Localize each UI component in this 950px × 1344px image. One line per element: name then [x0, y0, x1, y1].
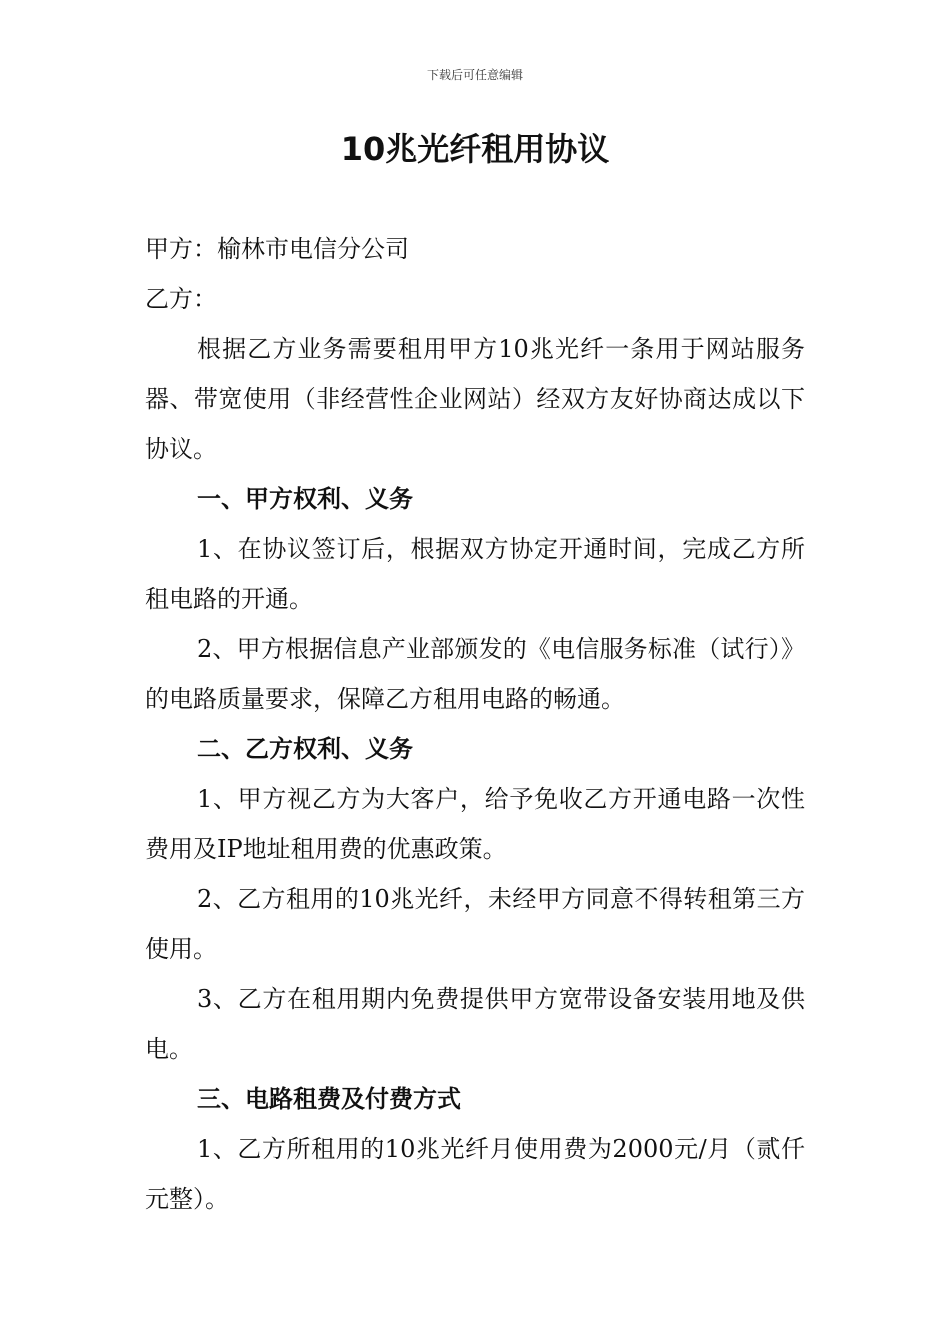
- section-heading-fees: 三、电路租费及付费方式: [197, 1085, 461, 1113]
- preamble-paragraph: 根据乙方业务需要租用甲方10兆光纤一条用于网站服务器、带宽使用（非经营性企业网站）经双方友好协商达成以下协议。: [145, 335, 805, 463]
- clause-paragraph: 2、甲方根据信息产业部颁发的《电信服务标准（试行）》的电路质量要求，保障乙方租用电路的畅通。: [145, 635, 805, 713]
- document-body: [145, 224, 805, 1224]
- clause-paragraph: 1、在协议签订后，根据双方协定开通时间，完成乙方所租电路的开通。: [145, 535, 805, 613]
- header-note: 下载后可任意编辑: [426, 68, 523, 82]
- section-heading-party-b: 二、乙方权利、义务: [197, 735, 413, 763]
- clause-paragraph: 2、乙方租用的10兆光纤，未经甲方同意不得转租第三方使用。: [145, 885, 805, 963]
- document-title: 10兆光纤租用协议: [340, 130, 610, 168]
- clause-paragraph: 1、甲方视乙方为大客户，给予免收乙方开通电路一次性费用及IP地址租用费的优惠政策。: [145, 785, 805, 863]
- party-a-line: 甲方：榆林市电信分公司: [145, 235, 409, 263]
- party-b-line: 乙方：: [145, 285, 217, 313]
- clause-paragraph: 3、乙方在租用期内免费提供甲方宽带设备安装用地及供电。: [145, 985, 805, 1063]
- section-heading-party-a: 一、甲方权利、义务: [197, 485, 413, 513]
- clause-paragraph: 1、乙方所租用的10兆光纤月使用费为2000元/月（贰仟元整）。: [145, 1135, 805, 1213]
